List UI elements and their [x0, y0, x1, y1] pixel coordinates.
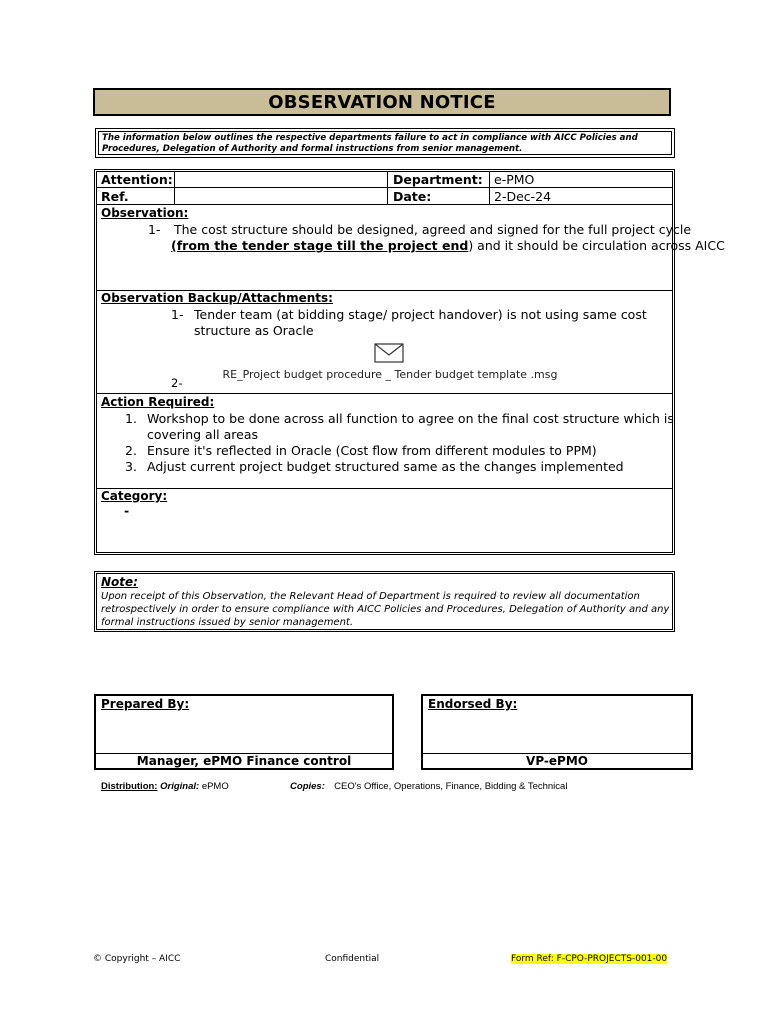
copies-value: CEO's Office, Operations, Finance, Bidding & Technical [334, 781, 568, 792]
notice-title-bar [93, 88, 671, 116]
observation-line-2-rest: ) and it should be circulation across AICC [468, 238, 725, 253]
observation-heading: Observation: [101, 206, 189, 220]
department-value: e-PMO [494, 172, 535, 187]
prepared-by-label: Prepared By: [101, 697, 190, 711]
department-label: Department: [393, 172, 483, 187]
prepared-by-role: Manager, ePMO Finance control [136, 754, 352, 768]
column-divider [174, 171, 175, 204]
copyright-text: © Copyright – AICC [93, 954, 181, 964]
distribution-label: Distribution: [101, 781, 158, 792]
attachment-link[interactable]: RE_Project budget procedure _ Tender budget template .msg [222, 368, 558, 381]
original-label: Original: [160, 781, 200, 792]
action-item-line: covering all areas [147, 427, 259, 442]
observation-line-1: The cost structure should be designed, agreed and signed for the full project cycle [174, 222, 692, 237]
observation-line-2 [171, 238, 725, 254]
distribution-line [101, 781, 567, 792]
mail-icon[interactable] [374, 343, 404, 363]
action-item-line: Workshop to be done across all function to agree on the final cost structure which is [147, 411, 674, 426]
note-box [94, 571, 675, 632]
mail-icon-graphic [374, 343, 404, 363]
endorsed-by-label: Endorsed By: [428, 697, 518, 711]
action-item-line: Ensure it's reflected in Oracle (Cost flow from different modules to PPM) [147, 443, 597, 458]
form-ref: Form Ref: F-CPO-PROJECTS-001-00 [511, 954, 668, 964]
endorsed-by-box [421, 694, 693, 770]
page-title: OBSERVATION NOTICE [268, 91, 496, 113]
observation-emphasis: (from the tender stage till the project end [171, 238, 469, 253]
intro-box [95, 128, 675, 158]
action-item-number: 3. [125, 459, 137, 474]
row-divider [96, 187, 673, 188]
attention-label: Attention: [101, 172, 173, 187]
confidential-text: Confidential [325, 954, 380, 964]
observation-number: 1- [148, 222, 161, 237]
intro-text: The information below outlines the respective departments failure to act in compliance with AICC Policies and Procedures, Delegation of Authority and formal instructions from senior management. [98, 131, 672, 155]
row-divider [96, 204, 673, 205]
backup-heading: Observation Backup/Attachments: [101, 291, 333, 305]
date-value: 2-Dec-24 [494, 189, 552, 204]
action-heading: Action Required: [101, 395, 215, 409]
endorsed-by-role: VP-ePMO [526, 754, 588, 768]
ref-label: Ref. [101, 189, 129, 204]
original-value: ePMO [201, 781, 229, 792]
action-item-number: 1. [125, 411, 137, 426]
note-text: Upon receipt of this Observation, the Relevant Head of Department is required to review all documentation retrospectively in order to ensure compliance with AICC Policies and Procedures, Delegation of Authority and any formal instructions issued by senior management. [101, 591, 670, 628]
category-value: - [124, 503, 130, 518]
backup-item-1-number: 1- [171, 307, 184, 322]
row-divider [96, 488, 673, 489]
backup-item-1-line-2: structure as Oracle [194, 323, 314, 338]
column-divider [489, 171, 490, 204]
row-divider [96, 393, 673, 394]
action-item-number: 2. [125, 443, 137, 458]
backup-item-2-number: 2- [171, 376, 183, 390]
prepared-by-box [94, 694, 394, 770]
date-label: Date: [393, 189, 432, 204]
column-divider [387, 171, 388, 204]
backup-item-1-line-1: Tender team (at bidding stage/ project handover) is not using same cost [194, 307, 647, 322]
copies-label: Copies: [290, 781, 325, 792]
category-heading: Category: [101, 489, 168, 503]
note-heading: Note: [101, 575, 138, 589]
action-item-line: Adjust current project budget structured same as the changes implemented [147, 459, 624, 474]
